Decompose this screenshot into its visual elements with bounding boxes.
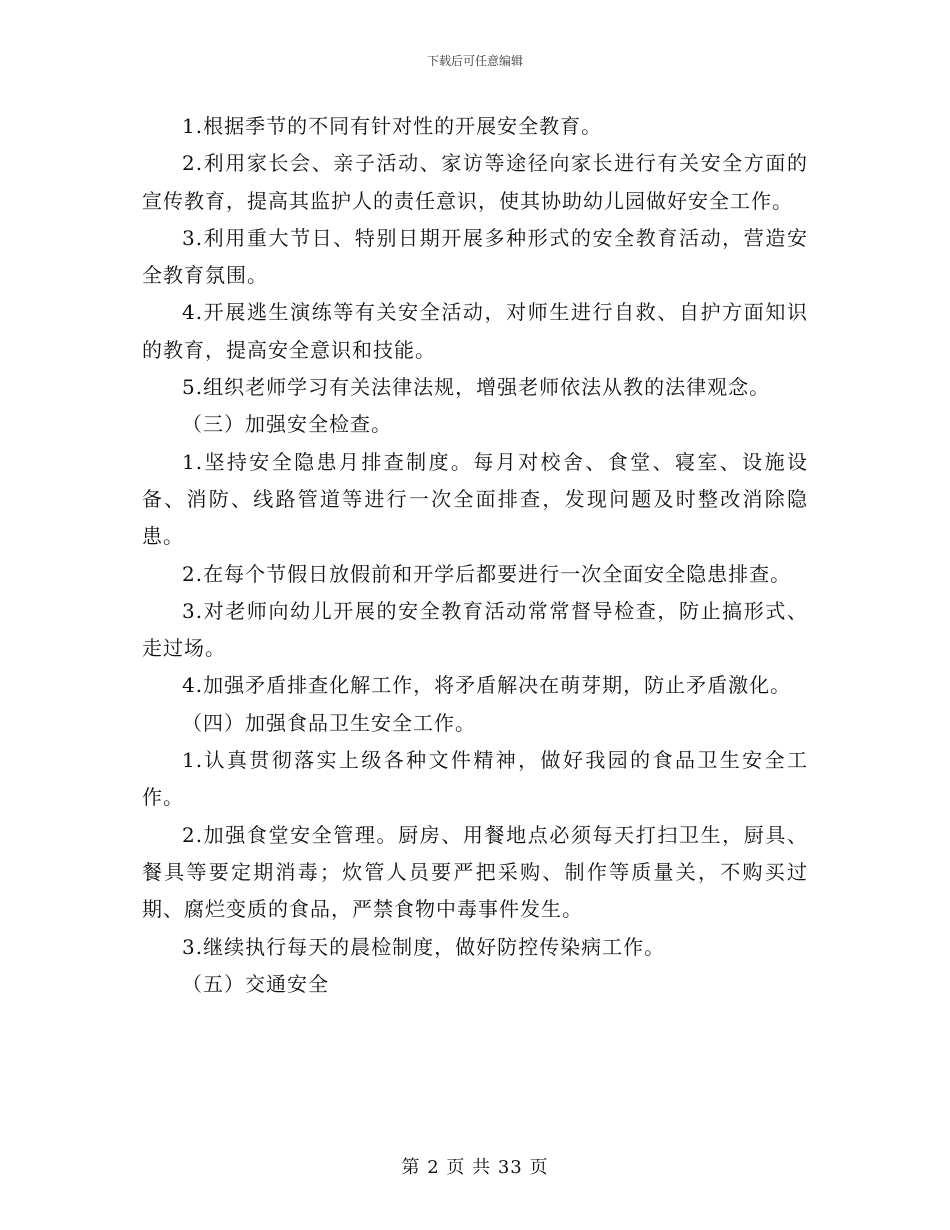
paragraph: 3.利用重大节日、特别日期开展多种形式的安全教育活动，营造安全教育氛围。 (142, 225, 808, 288)
page-footer: 第 2 页 共 33 页 (401, 1157, 549, 1178)
document-body (142, 108, 808, 1003)
paragraph: 2.加强食堂安全管理。厨房、用餐地点必须每天打扫卫生，厨具、餐具等要定期消毒；炊管人员要严把采购、制作等质量关，不购买过期、腐烂变质的食品，严禁食物中毒事件发生。 (142, 822, 808, 922)
paragraph: 3.对老师向幼儿开展的安全教育活动常常督导检查，防止搞形式、走过场。 (142, 598, 808, 661)
section-heading: （三）加强安全检查。 (182, 412, 392, 437)
paragraph: 2.在每个节假日放假前和开学后都要进行一次全面安全隐患排查。 (182, 561, 792, 586)
paragraph: 1.认真贯彻落实上级各种文件精神，做好我园的食品卫生安全工作。 (142, 748, 808, 810)
paragraph: 5.组织老师学习有关法律法规，增强老师依法从教的法律观念。 (182, 375, 771, 400)
paragraph: 4.加强矛盾排查化解工作，将矛盾解决在萌芽期，防止矛盾激化。 (182, 673, 792, 698)
section-heading: （四）加强食品卫生安全工作。 (182, 710, 476, 735)
page-header: 下载后可任意编辑 (426, 54, 523, 68)
paragraph: 4.开展逃生演练等有关安全活动，对师生进行自救、自护方面知识的教育，提高安全意识和技能。 (142, 300, 808, 362)
paragraph: 1.根据季节的不同有针对性的开展安全教育。 (182, 114, 603, 138)
paragraph: 1.坚持安全隐患月排查制度。每月对校舍、食堂、寝室、设施设备、消防、线路管道等进行一次全面排查，发现问题及时整改消除隐患。 (142, 449, 808, 549)
paragraph: 2.利用家长会、亲子活动、家访等途径向家长进行有关安全方面的宣传教育，提高其监护人的责任意识，使其协助幼儿园做好安全工作。 (142, 151, 808, 213)
section-heading: （五）交通安全 (182, 971, 329, 996)
paragraph: 3.继续执行每天的晨检制度，做好防控传染病工作。 (182, 934, 666, 959)
